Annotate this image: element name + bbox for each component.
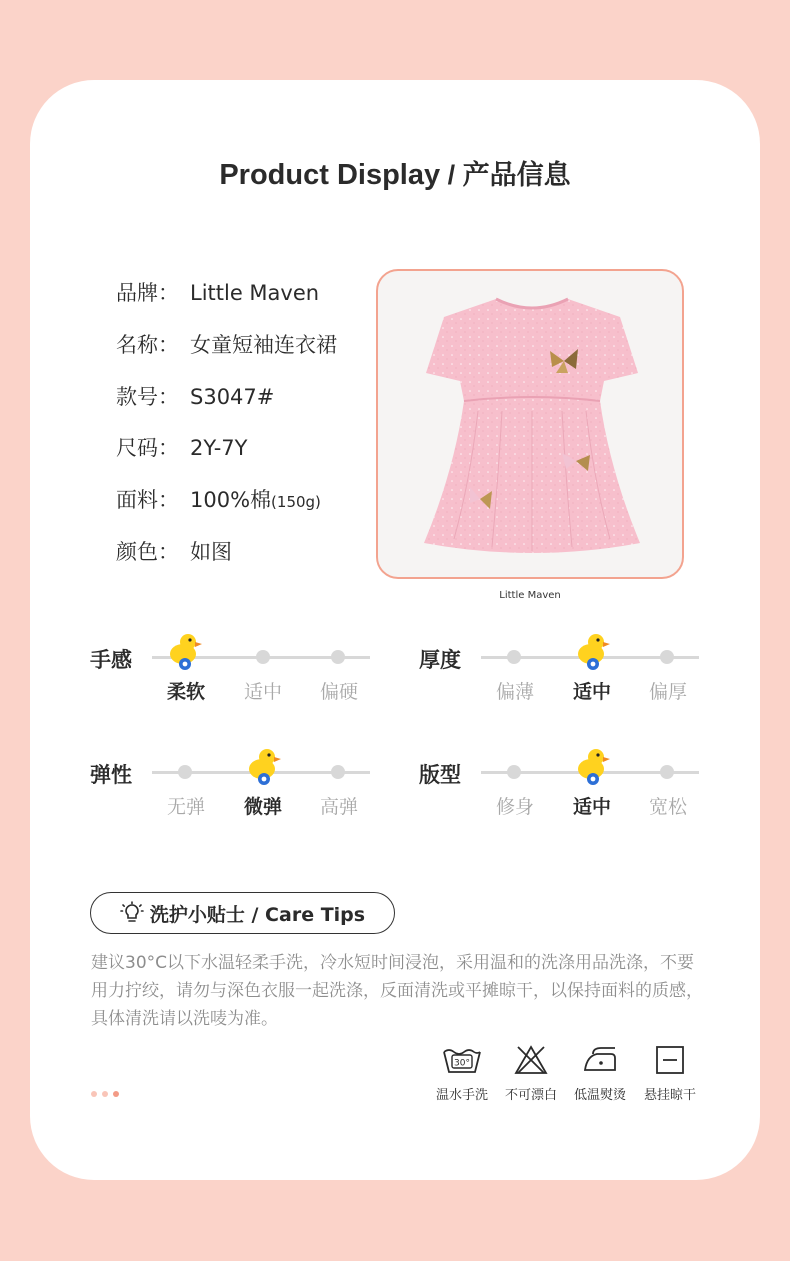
- low-iron-icon: [581, 1044, 619, 1076]
- lightbulb-icon: [120, 901, 144, 925]
- spec-label: 款号：: [116, 385, 179, 409]
- duck-marker-icon: [575, 747, 611, 787]
- duck-marker-icon: [575, 632, 611, 672]
- care-item: [635, 1044, 705, 1103]
- spec-color: [116, 536, 232, 566]
- svg-text:30°: 30°: [454, 1058, 470, 1069]
- meter-option: 适中: [243, 681, 282, 703]
- page-dot: [102, 1091, 108, 1097]
- page-indicator: [91, 1091, 119, 1097]
- spec-fabric: [116, 484, 321, 514]
- page-dot-active: [113, 1091, 119, 1097]
- spec-label: 名称：: [116, 333, 179, 357]
- dress-image: [378, 271, 684, 579]
- photo-caption: Little Maven: [499, 590, 561, 601]
- spec-label: 尺码：: [116, 436, 179, 460]
- spec-value: S3047#: [190, 385, 275, 409]
- page-title: [0, 153, 790, 192]
- care-label: 不可漂白: [504, 1088, 557, 1103]
- spec-label: 品牌：: [116, 281, 179, 305]
- page-dot: [91, 1091, 97, 1097]
- spec-value: 100%棉: [190, 488, 272, 512]
- spec-label: 面料：: [116, 488, 179, 512]
- meter-label-elasticity: 弹性: [90, 763, 132, 787]
- spec-value: Little Maven: [190, 281, 320, 305]
- meter-dot: [178, 765, 192, 779]
- meter-option: 修身: [495, 796, 534, 818]
- meter-option: 无弹: [166, 796, 205, 818]
- meter-label-thickness: 厚度: [419, 648, 461, 672]
- care-item: [565, 1044, 635, 1103]
- meter-dot: [660, 765, 674, 779]
- meter-option: 柔软: [166, 681, 205, 703]
- no-bleach-icon: [513, 1044, 549, 1076]
- meter-dot: [331, 765, 345, 779]
- meter-option: 偏厚: [648, 681, 687, 703]
- meter-option: 偏薄: [495, 681, 534, 703]
- duck-marker-icon: [246, 747, 282, 787]
- spec-name: [116, 329, 337, 359]
- meter-dot: [256, 650, 270, 664]
- spec-value: 女童短袖连衣裙: [190, 333, 337, 357]
- title-main: Product Display: [219, 159, 441, 191]
- care-tips-pill: [90, 892, 395, 934]
- meter-option: 适中: [572, 681, 611, 703]
- spec-label: 颜色：: [116, 540, 179, 564]
- meter-dot: [660, 650, 674, 664]
- care-tips-title: 洗护小贴士 / Care Tips: [149, 903, 366, 926]
- meter-dot: [331, 650, 345, 664]
- duck-marker-icon: [167, 632, 203, 672]
- meter-option: 微弹: [243, 796, 282, 818]
- spec-value: 如图: [190, 540, 232, 564]
- product-photo: [376, 269, 684, 579]
- care-tips-text: 建议30°C以下水温轻柔手洗，冷水短时间浸泡，采用温和的洗涤用品洗涤，不要用力拧绞，请勿与深色衣服一起洗涤，反面清洗或平摊晾干，以保持面料的质感，具体清洗请以洗唛为准。: [91, 953, 703, 1029]
- spec-value: 2Y-7Y: [190, 436, 248, 460]
- care-label: 悬挂晾干: [643, 1088, 696, 1103]
- meter-option: 偏硬: [319, 681, 358, 703]
- meter-option: 宽松: [648, 796, 687, 818]
- hang-dry-icon: [654, 1044, 686, 1076]
- care-item: [427, 1044, 497, 1103]
- spec-size: [116, 432, 247, 462]
- hand-wash-30-icon: [442, 1044, 482, 1076]
- title-separator: /: [440, 160, 463, 190]
- care-label: 温水手洗: [435, 1088, 488, 1103]
- spec-suffix: (150g): [271, 493, 321, 511]
- meter-dot: [507, 650, 521, 664]
- spec-brand: [116, 277, 319, 307]
- meter-dot: [507, 765, 521, 779]
- meter-option: 高弹: [319, 796, 358, 818]
- care-label: 低温熨烫: [573, 1088, 626, 1103]
- title-sub: 产品信息: [462, 160, 571, 190]
- care-item: [496, 1044, 566, 1103]
- spec-style-number: [116, 381, 274, 411]
- meter-label-feel: 手感: [90, 648, 132, 672]
- meter-option: 适中: [572, 796, 611, 818]
- meter-label-fit: 版型: [419, 763, 461, 787]
